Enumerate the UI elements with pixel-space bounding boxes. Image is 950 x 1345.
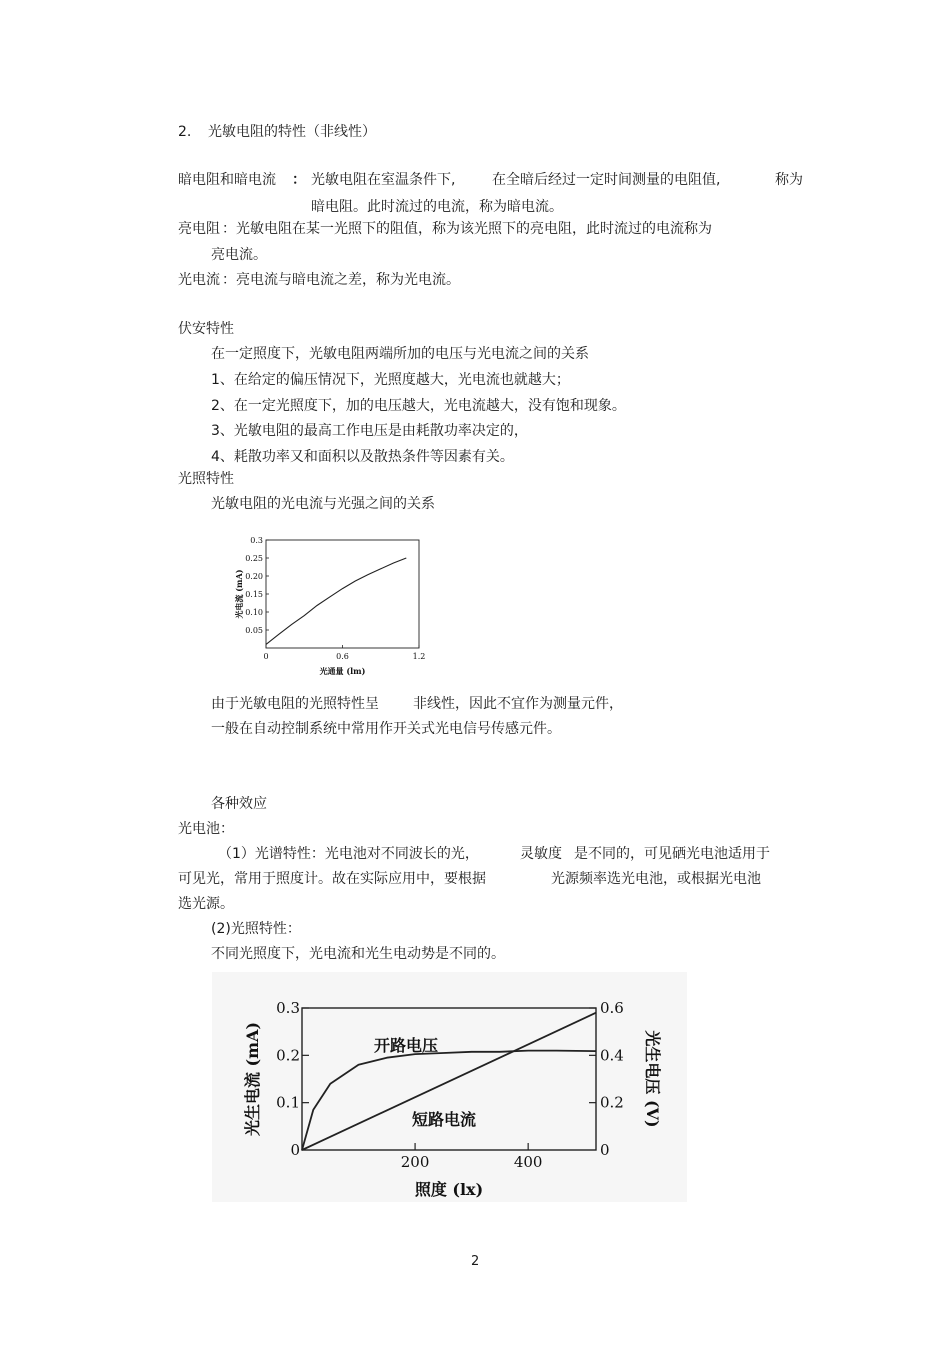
spectral-text-1c: 是不同的，可见硒光电池适用于 bbox=[574, 846, 770, 862]
illum-note-1a: 由于光敏电阻的光照特性呈 bbox=[211, 696, 379, 712]
dark-term: 暗电阻和暗电流 bbox=[178, 172, 276, 188]
va-item: 3、光敏电阻的最高工作电压是由耗散功率决定的， bbox=[211, 423, 528, 439]
y2-tick-label: 0 bbox=[600, 1141, 610, 1159]
va-item: 1、在给定的偏压情况下，光照度越大，光电流也就越大； bbox=[211, 372, 570, 388]
y-tick-label: 0.10 bbox=[245, 608, 263, 617]
x-tick-label: 0.6 bbox=[336, 652, 349, 661]
bright-term: 亮电阻 bbox=[178, 221, 220, 237]
spectral-text-1a: （1）光谱特性：光电池对不同波长的光， bbox=[218, 846, 479, 862]
plot-frame bbox=[266, 540, 419, 648]
spectral-text-3: 选光源。 bbox=[178, 896, 234, 912]
y-axis-label: 光电流 (mA) bbox=[234, 569, 244, 619]
photocell-heading: 光电池： bbox=[178, 821, 234, 837]
y-tick-label: 0.05 bbox=[245, 626, 263, 635]
y-tick-label: 0.25 bbox=[245, 554, 263, 563]
series-label-current: 短路电流 bbox=[412, 1110, 477, 1129]
y2-tick-label: 0.2 bbox=[600, 1093, 624, 1112]
spectral-text-2a: 可见光，常用于照度计。故在实际应用中，要根据 bbox=[178, 871, 486, 887]
y2-axis-label: 光生电压 (V) bbox=[643, 1030, 662, 1128]
illum-char-title: (2)光照特性： bbox=[211, 921, 301, 937]
y-tick-label: 0.3 bbox=[276, 999, 300, 1017]
bright-text-1: ：光敏电阻在某一光照下的阻值，称为该光照下的亮电阻，此时流过的电流称为 bbox=[222, 221, 712, 237]
y-tick-label: 0 bbox=[290, 1141, 300, 1159]
va-item: 2、在一定光照度下，加的电压越大，光电流越大，没有饱和现象。 bbox=[211, 398, 626, 414]
dark-text-4: 暗电阻。此时流过的电流，称为暗电流。 bbox=[311, 199, 563, 215]
dark-colon: ： bbox=[292, 172, 306, 188]
series-label-voltage: 开路电压 bbox=[374, 1036, 439, 1055]
dark-text-3: 称为 bbox=[775, 172, 803, 188]
section-title: 光敏电阻的特性（非线性） bbox=[208, 124, 376, 140]
x-tick-label: 200 bbox=[400, 1153, 430, 1171]
photo-current-term: 光电流 bbox=[178, 272, 220, 288]
x-tick-label: 1.2 bbox=[412, 652, 426, 661]
photo-current-text: ：亮电流与暗电流之差，称为光电流。 bbox=[222, 272, 460, 288]
photoresistor-chart bbox=[230, 530, 440, 680]
y2-tick-label: 0.4 bbox=[600, 1046, 624, 1065]
y-axis-label: 光生电流 (mA) bbox=[243, 1021, 262, 1137]
y-tick-label: 0.15 bbox=[245, 590, 263, 599]
photocurrent-curve bbox=[266, 558, 406, 644]
va-intro: 在一定照度下，光敏电阻两端所加的电压与光电流之间的关系 bbox=[211, 346, 589, 362]
photocell-chart bbox=[212, 972, 687, 1202]
spectral-text-1b: 灵敏度 bbox=[520, 846, 562, 862]
dark-text-1: 光敏电阻在室温条件下, bbox=[311, 172, 456, 188]
y-tick-label: 0.1 bbox=[276, 1093, 300, 1112]
section-number: 2. bbox=[178, 124, 192, 140]
x-axis-label: 光通量 (lm) bbox=[319, 666, 366, 676]
dark-text-2: 在全暗后经过一定时间测量的电阻值, bbox=[492, 172, 721, 188]
illum-intro: 光敏电阻的光电流与光强之间的关系 bbox=[211, 496, 435, 512]
bright-text-2: 亮电流。 bbox=[211, 247, 267, 263]
illum-char-text: 不同光照度下，光电流和光生电动势是不同的。 bbox=[211, 946, 505, 962]
y-tick-label: 0.20 bbox=[245, 572, 263, 581]
effects-heading: 各种效应 bbox=[211, 796, 267, 812]
x-axis-label: 照度 (lx) bbox=[414, 1180, 484, 1199]
illum-heading: 光照特性 bbox=[178, 471, 234, 487]
y-tick-label: 0.3 bbox=[250, 536, 263, 545]
illum-note-2: 一般在自动控制系统中常用作开关式光电信号传感元件。 bbox=[211, 721, 561, 737]
va-heading: 伏安特性 bbox=[178, 321, 234, 337]
va-item: 4、耗散功率又和面积以及散热条件等因素有关。 bbox=[211, 449, 514, 465]
y-tick-label: 0.2 bbox=[276, 1046, 300, 1065]
spectral-text-2b: 光源频率选光电池，或根据光电池 bbox=[551, 871, 761, 887]
illum-note-1b: 非线性，因此不宜作为测量元件， bbox=[413, 696, 623, 712]
page-number: 2 bbox=[471, 1254, 480, 1269]
x-tick-label: 400 bbox=[513, 1153, 543, 1171]
y2-tick-label: 0.6 bbox=[600, 999, 624, 1017]
x-tick-label: 0 bbox=[263, 652, 269, 661]
